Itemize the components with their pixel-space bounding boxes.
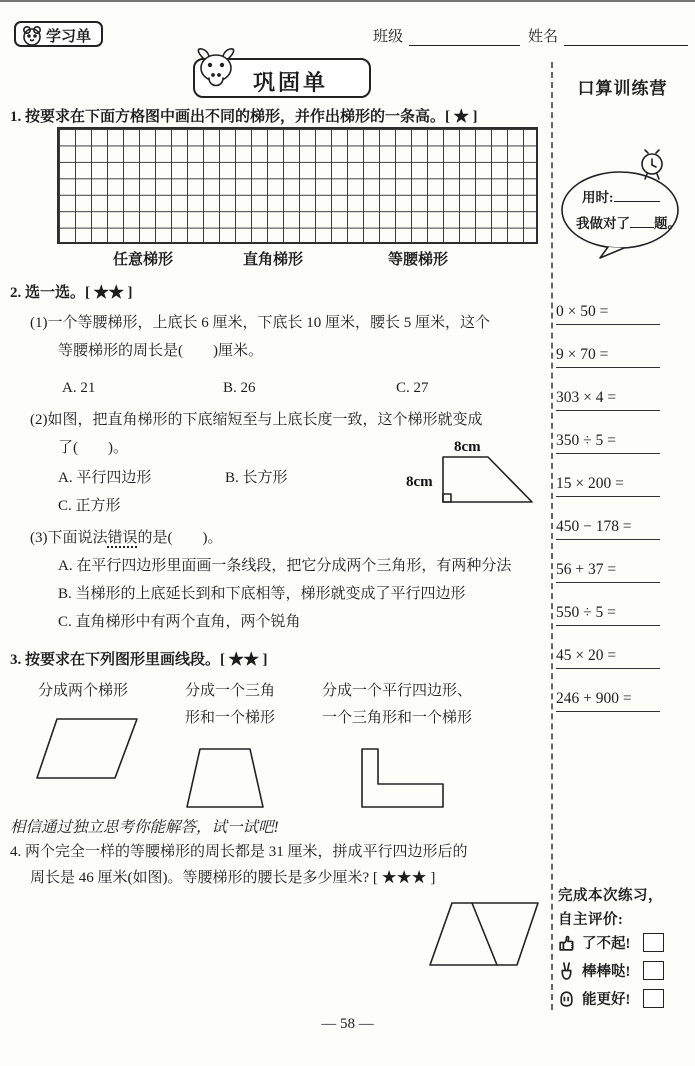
oral-problem: 350 ÷ 5 =	[556, 432, 616, 449]
bubble-count-line	[576, 212, 681, 232]
answer-blank-line	[556, 668, 660, 669]
bubble-count-suffix: 题。	[654, 216, 681, 231]
answer-blank-line	[556, 582, 660, 583]
oral-problem: 15 × 200 =	[556, 475, 624, 492]
oral-problem-row	[556, 432, 690, 454]
q1-label-isosceles-trapezoid: 等腰梯形	[388, 252, 449, 268]
oral-problem: 0 × 50 =	[556, 303, 609, 320]
q2-right-trapezoid-figure	[398, 430, 540, 510]
q3-trapezoid-figure	[180, 744, 268, 812]
oral-practice-title: 口算训练营	[577, 79, 668, 98]
rating-row-great	[558, 932, 664, 953]
oral-problem-row	[556, 604, 690, 626]
q2-sub3-option-a: A. 在平行四边形里面画一条线段，把它分成两个三角形，有两种分法	[58, 558, 512, 574]
oral-problem-row	[556, 303, 690, 325]
q2-sub3-option-b: B. 当梯形的上底延长到和下底相等，梯形就变成了平行四边形	[58, 586, 466, 602]
page-title: 巩固单	[253, 70, 329, 95]
q2-sub1-line1: (1)一个等腰梯形，上底长 6 厘米，下底长 10 厘米，腰长 5 厘米，这个	[30, 315, 490, 331]
q2-figure-top-label: 8cm	[454, 439, 481, 455]
speech-bubble	[556, 148, 694, 260]
sheet-badge-label: 学习单	[46, 29, 92, 45]
rating-row-awesome	[558, 960, 664, 981]
rating-checkbox	[643, 989, 664, 1008]
oral-problem-row	[556, 647, 690, 669]
q2-sub2-option-b: B. 长方形	[225, 470, 288, 486]
q4-line1: 4. 两个完全一样的等腰梯形的周长都是 31 厘米，拼成平行四边形后的	[10, 844, 468, 860]
q3-task3-label-line1: 分成一个平行四边形、	[322, 683, 473, 699]
class-blank-line	[409, 45, 520, 46]
oral-problem: 303 × 4 =	[556, 389, 617, 406]
name-label: 姓名	[528, 29, 559, 45]
q2-sub3-stem-suffix: 的是( )。	[137, 530, 223, 546]
self-eval-line2: 自主评价:	[558, 912, 624, 928]
rating-label: 棒棒哒!	[582, 964, 631, 980]
q2-sub2-option-c: C. 正方形	[58, 498, 121, 514]
title-banner	[193, 58, 371, 98]
q3-task3-label-line2: 一个三角形和一个梯形	[322, 710, 473, 726]
bubble-time-label: 用时:	[582, 190, 614, 205]
q4-parallelogram-figure	[424, 895, 544, 971]
bubble-count-prefix: 我做对了	[576, 216, 630, 231]
q1-label-any-trapezoid: 任意梯形	[113, 252, 174, 268]
q3-task2-label-line2: 形和一个梯形	[185, 710, 276, 726]
oral-problem-row	[556, 389, 690, 411]
q3-l-shape-figure	[356, 744, 448, 812]
self-eval-line1: 完成本次练习，	[558, 888, 663, 904]
answer-blank-line	[556, 324, 660, 325]
rating-label: 了不起!	[582, 936, 631, 952]
answer-blank-line	[556, 711, 660, 712]
q3-stem: 3. 按要求在下列图形里画线段。[ ★★ ]	[10, 652, 268, 668]
bubble-time-line	[582, 186, 660, 206]
q3-task2-label-line1: 分成一个三角	[185, 683, 276, 699]
q4-line2: 周长是 46 厘米(如图)。等腰梯形的腰长是多少厘米? [ ★★★ ]	[30, 870, 436, 886]
bubble-count-blank	[630, 216, 654, 228]
rating-checkbox	[643, 933, 664, 952]
oral-problem: 450 − 178 =	[556, 518, 632, 535]
q2-sub1-option-c: C. 27	[396, 380, 429, 396]
q2-sub3-stem-prefix: (3)下面说法	[30, 530, 108, 546]
oral-problem: 9 × 70 =	[556, 346, 609, 363]
page-number: — 58 —	[321, 1016, 374, 1032]
q2-sub1-line2: 等腰梯形的周长是( )厘米。	[58, 343, 263, 359]
q1-label-right-trapezoid: 直角梯形	[243, 252, 304, 268]
victory-hand-icon	[558, 961, 575, 980]
alarm-clock-icon	[642, 150, 662, 179]
q1-square-grid	[57, 127, 538, 244]
answer-blank-line	[556, 496, 660, 497]
oral-problem-row	[556, 518, 690, 540]
q2-sub2-line2: 了( )。	[58, 440, 128, 456]
oral-problem-row	[556, 561, 690, 583]
oral-problem: 246 + 900 =	[556, 690, 632, 707]
q3-parallelogram-figure	[28, 710, 146, 784]
rating-checkbox	[643, 961, 664, 980]
fist-icon	[558, 989, 575, 1008]
answer-blank-line	[556, 625, 660, 626]
q3-task1-label: 分成两个梯形	[38, 683, 129, 699]
column-separator	[551, 62, 553, 1010]
bubble-time-blank	[614, 190, 660, 202]
rating-label: 能更好!	[582, 992, 631, 1008]
name-blank-line	[564, 45, 688, 46]
q2-sub3-option-c: C. 直角梯形中有两个直角，两个锐角	[58, 614, 301, 630]
rating-row-better	[558, 988, 664, 1009]
q2-figure-side-label: 8cm	[406, 474, 433, 490]
oral-problem-row	[556, 690, 690, 712]
answer-blank-line	[556, 410, 660, 411]
panda-face-icon	[20, 24, 44, 48]
thumbs-up-icon	[558, 933, 575, 952]
class-label: 班级	[373, 29, 404, 45]
q2-sub3-stem-emphasis: 错误	[107, 530, 138, 546]
q2-sub2-option-a: A. 平行四边形	[58, 470, 152, 486]
answer-blank-line	[556, 539, 660, 540]
sheet-badge	[14, 21, 103, 47]
answer-blank-line	[556, 367, 660, 368]
oral-problem-row	[556, 475, 690, 497]
calf-icon	[189, 44, 245, 102]
q1-stem: 1. 按要求在下面方格图中画出不同的梯形，并作出梯形的一条高。[ ★ ]	[10, 109, 478, 125]
q2-sub1-option-a: A. 21	[62, 380, 96, 396]
encouragement-note: 相信通过独立思考你能解答，试一试吧!	[10, 819, 279, 836]
oral-problem: 56 + 37 =	[556, 561, 617, 578]
answer-blank-line	[556, 453, 660, 454]
oral-problem-row	[556, 346, 690, 368]
oral-problem: 550 ÷ 5 =	[556, 604, 616, 621]
oral-problem: 45 × 20 =	[556, 647, 617, 664]
q2-sub3-stem	[30, 528, 223, 548]
q2-stem: 2. 选一选。[ ★★ ]	[10, 285, 133, 301]
q2-sub2-line1: (2)如图，把直角梯形的下底缩短至与上底长度一致，这个梯形就变成	[30, 412, 483, 428]
q2-sub1-option-b: B. 26	[223, 380, 256, 396]
